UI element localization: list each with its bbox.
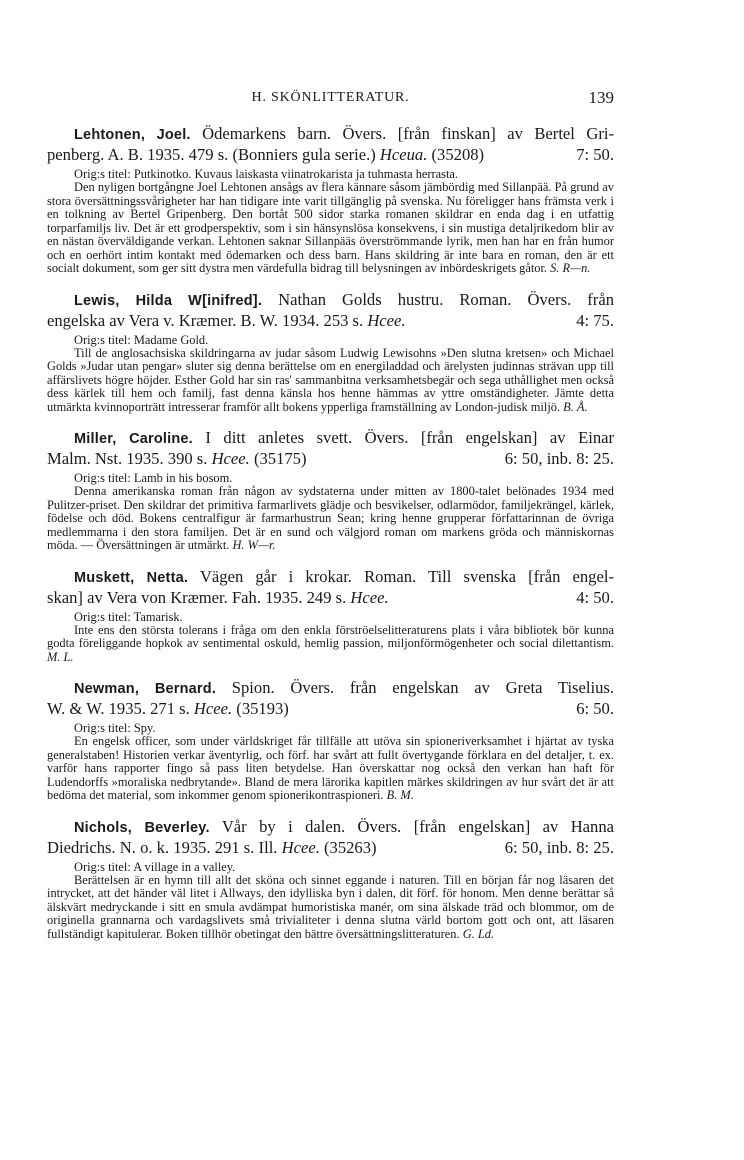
book-entry [47,678,614,803]
page-number: 139 [588,88,614,107]
entry-title-line [47,124,614,145]
publication-line [47,145,614,164]
review-body: Berättelsen är en hymn till allt det sköna och sinnet eggande i naturen. Till en början får nog läsaren det intrycket, att det händer väl litet i Allways, den idylliska byn i dalen, dit förf. för honom. Men denne berättar så älskvärt medryckande i sitt en smula avdämpat humoristiska manér, om sina älskade träd och blommor, om de originella grannarna och vardagslivets små trivialiteter i denna slutna värld bortom gott och ont, att läsaren fullständigt kapitulerar. Boken tillhör obetingat den bättre översättningslitteraturen. [47,872,614,941]
price: 6: 50. [576,699,614,718]
classification-code: Hceua. [379,145,428,164]
reviewer-signature: M. L. [47,649,74,664]
book-entry [47,290,614,415]
classification-code: Hcee. [350,587,389,607]
catalog-number: (35208) [427,145,485,164]
title-text: Vår by i dalen. Övers. [från engelskan] av Hanna [221,816,614,836]
classification-code: Hcee. [281,837,320,857]
review-text [47,181,614,276]
publication-details: W. & W. 1935. 271 s. [47,699,194,718]
classification-code: Hcee. [193,699,233,718]
catalog-number: (35263) [319,837,377,857]
review-text [47,874,614,942]
entry-title-line [47,817,614,838]
author-name: Lehtonen, Joel. [74,127,191,143]
reviewer-signature: S. R—n. [550,261,591,275]
price: 7: 50. [576,145,614,164]
author-name: Nichols, Beverley. [74,819,210,836]
original-title: Orig:s titel: Spy. [74,721,156,735]
catalog-number: (35175) [249,449,307,468]
publication-line [47,449,614,468]
classification-code: Hcee. [211,449,250,468]
entry-title-line [47,678,614,699]
entry-list [47,124,614,941]
section-title: H. SKÖNLITTERATUR. [251,90,410,105]
review-body: Den nyligen bortgångne Joel Lehtonen ansågs av flera kännare såsom jämbördig med Sillanpää. På grund av stora översättningssvårigheter har han tidigare inte varit tillgänglig på svenska. Nu föreligger hans främsta verk i en tolkning av Bertel Gripenberg. Den bortåt 500 sidor starka romanen skildrar en enda dag i en utfattig torparfamiljs liv. Det är ett grodperspektiv, som i sin hänsynslösa konsekvens, i sin mustiga detaljrikedom blir av en nästan överväldigande verkan. Lehtonen saknar Sillanpääs överströmmande lyrik, men han har en från humor och en oerhört intim kontakt med ödemarken och dess barn. Hans skildring är inte bara en roman, den är ett socialt dokument, som ger sitt dystra men värdefulla bidrag till belysningen av inbördeskrigets gåtor. [47,180,614,275]
reviewer-signature: B. Å. [563,399,588,414]
original-title: Orig:s titel: A village in a valley. [74,859,236,874]
author-name: Newman, Bernard. [74,681,217,697]
original-title: Orig:s titel: Lamb in his bosom. [74,471,233,485]
original-title: Orig:s titel: Madame Gold. [74,332,209,347]
title-text: Nathan Golds hustru. Roman. Övers. från [278,289,614,309]
author-name: Miller, Caroline. [74,431,193,447]
publication-line [47,838,614,857]
title-text: Spion. Övers. från engelskan av Greta Tiselius. [231,678,615,697]
review-body: Inte ens den största tolerans i fråga om den enkla förströelselitteraturens plats i våra bibliotek bör kunna godta föreliggande hopkok av sentimental oskuld, hemlig passion, miljonförmögenheter och social dilettantism. [47,622,614,650]
price: 6: 50, inb. 8: 25. [504,449,614,468]
review-text [47,485,614,553]
review-body: Denna amerikanska roman från någon av sydstaterna under mitten av 1800-talet belönades 1934 med Pulitzer-priset. Den skildrar det primitiva farmarlivets glädje och besvikelser, odlarmödor, familjekrängel, kärlek, födelse och död. Bokens centralfigur är farmarhustrun Sean; kring henne grupperar författarinnan de övriga medlemmarna i den stora familjen. Det är en sund och välgjord roman om markens gröda och människornas möda. — Översättningen är utmärkt. [47,484,614,552]
original-title: Orig:s titel: Tamarisk. [74,609,183,624]
publication-details: Malm. Nst. 1935. 390 s. [47,449,212,468]
publication-details: engelska av Vera v. Kræmer. B. W. 1934. 253 s. [47,310,368,330]
book-entry [47,817,614,942]
page-header [47,88,614,110]
publication-line [47,699,614,718]
entry-title-line [47,290,614,311]
publication-line [47,588,614,607]
entry-title-line [47,428,614,449]
title-text: Vägen går i krokar. Roman. Till svenska [från engel- [199,566,614,586]
author-name: Lewis, Hilda W[inifred]. [74,292,263,309]
catalog-number: (35193) [232,699,289,718]
book-entry [47,428,614,553]
title-text: I ditt anletes svett. Övers. [från engelskan] av Einar [205,428,615,447]
entry-title-line [47,567,614,588]
publication-line [47,311,614,330]
book-entry [47,567,614,665]
book-page [47,88,614,941]
price: 4: 50. [576,587,614,607]
title-text: Ödemarkens barn. Övers. [från finskan] av Bertel Gri- [202,124,615,143]
classification-code: Hcee. [367,310,406,330]
publication-details: penberg. A. B. 1935. 479 s. (Bonniers gula serie.) [47,145,380,164]
review-text [47,347,614,415]
price: 6: 50, inb. 8: 25. [504,837,614,857]
price: 4: 75. [576,310,614,330]
review-text [47,624,614,665]
reviewer-signature: G. Ld. [462,926,495,941]
reviewer-signature: B. M. [386,788,414,802]
reviewer-signature: H. W—r. [232,538,276,552]
publication-details: skan] av Vera von Kræmer. Fah. 1935. 249 s. [47,587,351,607]
publication-details: Diedrichs. N. o. k. 1935. 291 s. Ill. [47,837,282,857]
review-body: Till de anglosachsiska skildringarna av judar såsom Ludwig Lewisohns »Den slutna kretsen» och Michael Golds »Judar utan pengar» sluter sig denna berättelse om en energiladdad och ärelysten judinnas strävan upp till affärslivets högre höjder. Esther Gold har sin ras' sammanbitna verksamhetsbegär och sega uthållighet men också dess kärlek till hem och familj, fast denna känsla hos henne hämmas av yttre omständigheter. Jämte detta utmärkta kvinnoporträtt intresserar framför allt bokens ypperliga framställning av London-judisk miljö. [47,345,614,414]
review-body: En engelsk officer, som under världskriget får tillfälle att utöva sin spioneriverksamhet i hjärtat av tyska generalstaben! Historien verkar äventyrlig, och förf. har svårt att fullt övertygande förklara en del detaljer, t. ex. varför hans rapporter fingo så pass liten betydelse. Han överskattar nog också den verkan han haft för Ludendorffs »moraliska nedbrytande». Bland de mera lärorika kapitlen märkes skildringen av hur svårt det är att bedöma det material, som inkommer genom spionerikontraspioneri. [47,734,614,802]
book-entry [47,124,614,276]
review-text [47,735,614,803]
author-name: Muskett, Netta. [74,569,189,586]
original-title: Orig:s titel: Putkinotko. Kuvaus laiskasta viinatrokarista ja tuhmasta herrasta. [74,167,459,181]
